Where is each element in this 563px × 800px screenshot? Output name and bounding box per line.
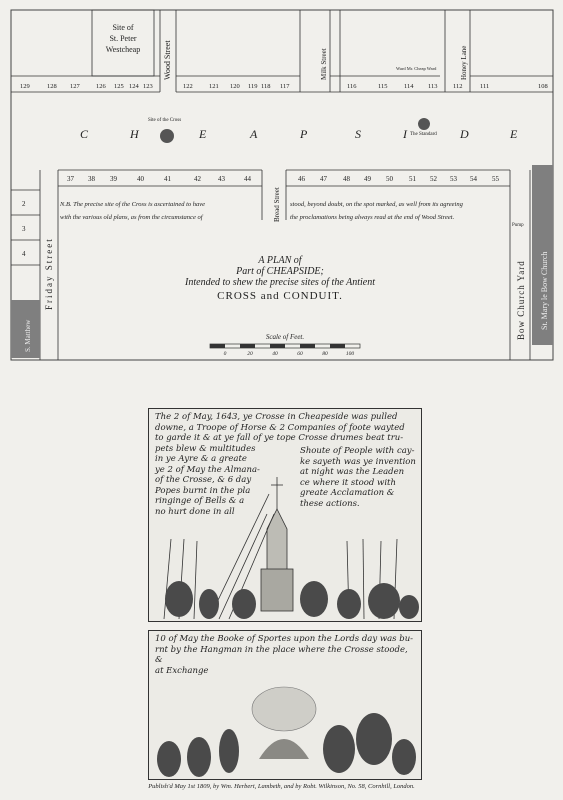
lot-number: 40 [137,175,144,183]
lot-number: 127 [70,83,80,90]
ward-top-label: Ward Mr. Cheap Ward [396,66,437,71]
st-peter-label [106,23,140,54]
cheapside-plan [0,0,563,380]
lot-number: 122 [183,83,193,90]
cheapside-label [80,127,519,141]
note-right-line-2: the proclamations being always read at the end of Wood Street. [290,214,455,221]
street-letter: P [300,127,310,141]
street-letter: C [80,127,91,141]
bow-church-yard-label: Bow Church Yard [516,260,526,340]
lot-number: 115 [378,83,388,90]
lot-number: 52 [430,175,437,183]
title-line-3: Intended to shew the precise sites of the Antient [185,277,375,288]
caption-line: Shoute of People with cay- [300,446,415,456]
lot-number: 47 [320,175,327,183]
caption-line: at Exchange [155,665,209,676]
lot-number: 129 [20,83,30,90]
title-line-2: Part of CHEAPSIDE; [236,266,324,277]
publication-imprint: Publish'd May 1st 1809, by Wm. Herbert, Lambeth, and by Robt. Wilkinson, No. 58, Cornhill, London. [148,783,415,790]
label-line: St. Peter [109,34,137,43]
scale-tick: 0 [223,351,227,357]
street-letter: E [199,127,209,141]
bread-street-label: Bread Street [273,187,281,222]
scale-title: Scale of Feet. [265,333,305,341]
note-left [60,198,205,224]
caption-line: rnt by the Hangman in the place where the Crosse stoode, & [155,644,408,665]
book-burning-panel [148,630,422,780]
lot-number: 118 [261,83,271,90]
lot-number: 3 [22,225,26,233]
lot-number: 125 [114,83,124,90]
lot-number: 43 [218,175,225,183]
bottom-caption [149,631,421,679]
lot-number: 126 [96,83,106,90]
scale-tick: 20 [247,351,253,357]
caption-line: downe, a Troope of Horse & 2 Companies of foote wayted [155,422,405,433]
caption-line: ce where it stood with [300,477,396,488]
street-letter: I [403,127,409,141]
lot-number: 116 [347,83,357,90]
caption-line: ringinge of Bells & a [155,496,245,506]
lot-number: 39 [110,175,117,183]
lot-number: 120 [230,83,240,90]
standard-marker [418,118,430,130]
lot-number: 108 [538,83,548,90]
lot-number: 48 [343,175,350,183]
lot-number: 37 [67,175,74,183]
caption-line: Popes burnt in the pla [155,485,251,496]
lot-number: 50 [386,175,393,183]
note-right-line-1: stood, beyond doubt, on the spot marked, as well from its agreeing [290,201,463,208]
title-line-4: CROSS and CONDUIT. [217,290,343,302]
lot-number: 117 [280,83,290,90]
caption-line: these actions. [300,498,360,509]
st-mary-le-bow-label: St. Mary le Bow Church [540,251,549,330]
cross-demolition-illustration [149,469,421,621]
book-burning-illustration [149,679,421,779]
note-right [290,198,463,224]
lot-number: 119 [248,83,258,90]
caption-line: in ye Ayre & a greate [155,454,247,464]
lot-number: 2 [22,200,26,208]
side-lot-numbers [22,200,26,258]
lot-number: 55 [492,175,499,183]
note-left-line-2: with the various old plans, as from the circumstance of [60,214,203,221]
street-letter: S [355,127,363,141]
caption-line: greate Acclamation & [300,488,395,498]
scale-tick: 100 [345,351,355,357]
friday-street-label: Friday Street [44,237,54,310]
lot-number: 121 [209,83,219,90]
pump-label: Pump [512,223,524,228]
caption-line: pets blew & multitudes [155,443,256,454]
caption-line: ye 2 of May the Almana- [155,464,260,475]
scale-tick: 80 [322,351,328,357]
st-peter-site [92,10,154,76]
street-letter: A [250,127,260,141]
lot-number: 113 [428,83,438,90]
caption-line: ke sayeth was ye invention [300,456,416,467]
caption-line: to garde it & at ye fall of ye tope Crosse drumes beat tru- [155,433,404,443]
lot-number: 42 [194,175,201,183]
caption-line: no hurt done in all [155,506,235,517]
cross-site-label: Site of the Cross [148,118,182,123]
lot-number: 54 [470,175,477,183]
cross-site-marker [160,129,174,143]
caption-line: at night was the Leaden [300,467,405,477]
note-left-line-1: N.B. The precise site of the Cross is ascertained to have [60,201,206,208]
bottom-lot-numbers [67,175,500,183]
street-letter: H [130,127,141,141]
lot-number: 123 [143,83,153,90]
label-line: Westcheap [105,45,141,54]
title-line-1: A PLAN of [258,255,302,266]
street-letter: D [460,127,471,141]
lot-number: 128 [47,83,57,90]
caption-line: of the Crosse, & 6 day [155,475,252,485]
standard-label: The Standard [410,132,437,137]
lot-number: 41 [164,175,171,183]
st-matthew-label: S. Matthew [24,319,32,352]
lot-number: 46 [298,175,305,183]
lot-number: 112 [453,83,463,90]
caption-line: The 2 of May, 1643, ye Crosse in Cheapeside was pulled [155,412,398,422]
lot-number: 53 [450,175,457,183]
label-line: Site of [112,23,134,32]
lot-number: 51 [409,175,416,183]
honey-lane-label: Honey Lane [460,45,468,80]
lot-number: 4 [22,250,26,258]
milk-street-label: Milk Street [320,48,328,80]
lot-number: 38 [88,175,95,183]
scale-ticks [224,350,355,357]
lot-number: 111 [480,83,490,90]
street-letter: E [510,127,520,141]
lot-number: 114 [404,83,414,90]
caption-line: 10 of May the Booke of Sportes upon the Lords day was bu- [155,634,414,644]
cross-demolition-panel [148,408,422,622]
top-lot-numbers [20,83,548,90]
lot-number: 44 [244,175,251,183]
scale-bar [210,344,360,348]
scale-tick: 40 [272,351,278,357]
wood-street-label: Wood Street [163,40,172,80]
scale-tick: 60 [297,351,303,357]
lot-number: 49 [364,175,371,183]
map-title-block [150,255,410,302]
lot-number: 124 [129,83,139,90]
north-buildings [11,10,553,92]
